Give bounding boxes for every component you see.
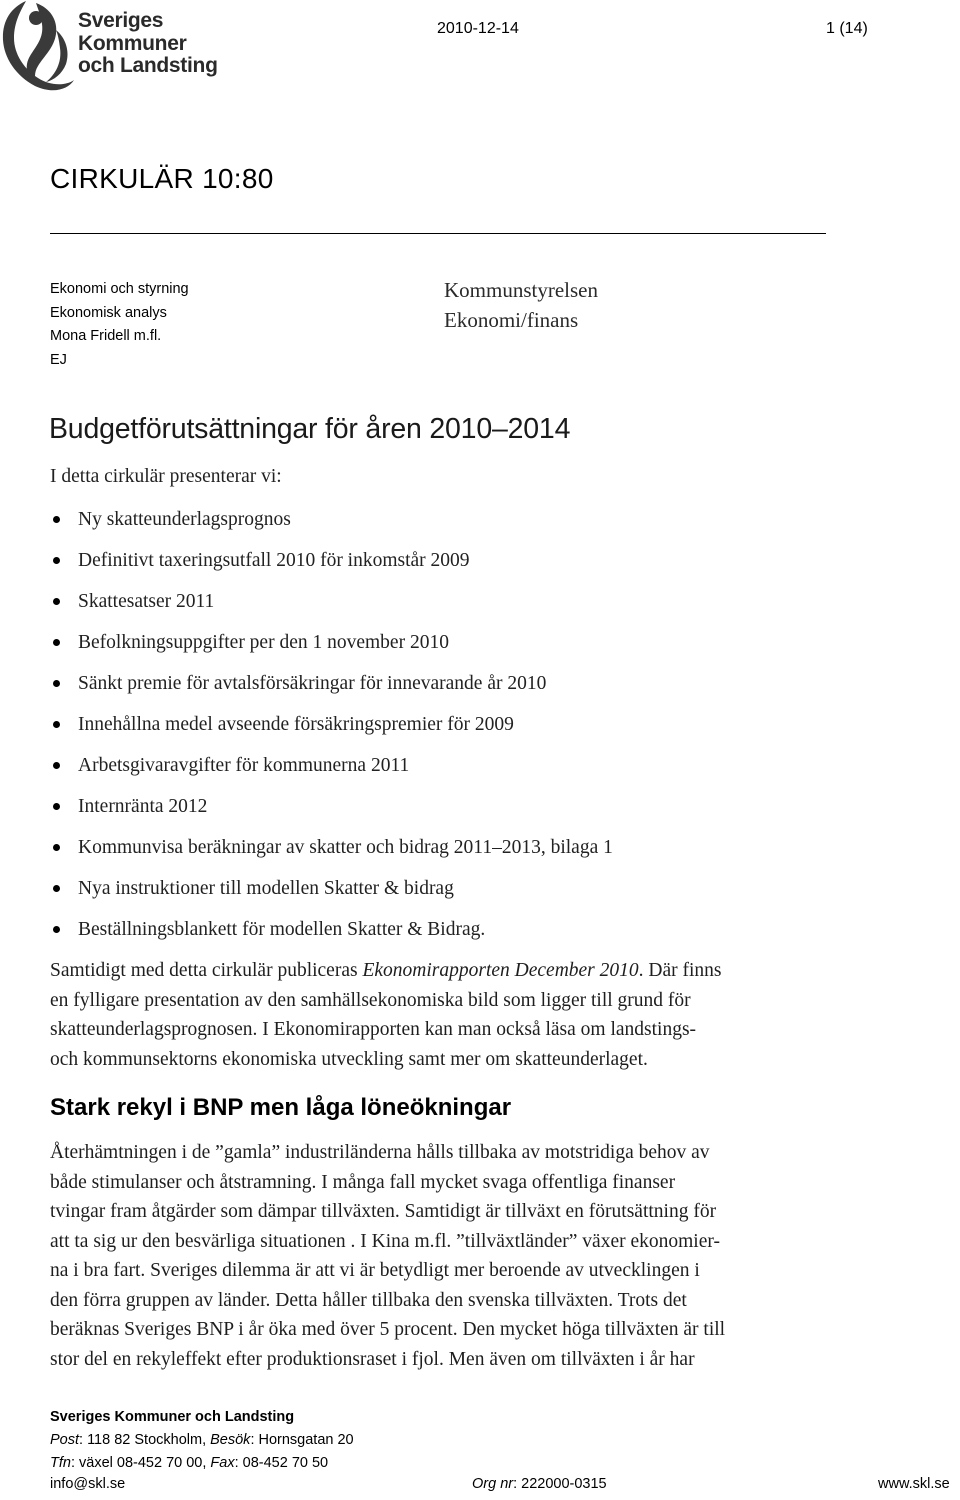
footer-address: [50, 1429, 354, 1452]
footer-value: : 118 82 Stockholm,: [79, 1432, 211, 1448]
list-item-text: Internränta 2012: [78, 796, 208, 817]
paragraph-body: [50, 1138, 870, 1374]
recipient-line: Ekonomi/finans: [444, 308, 579, 332]
list-item-text: Definitivt taxeringsutfall 2010 för inkomstår 2009: [78, 550, 470, 571]
list-item-text: Ny skatteunderlagsprognos: [78, 509, 291, 530]
list-item: [50, 704, 613, 745]
report-title-italic: Ekonomirapporten December 2010: [362, 960, 639, 981]
list-item: [50, 827, 613, 868]
bullet-icon: [53, 721, 60, 728]
paragraph-line: en fylligare presentation av den samhällsekonomiska bild som ligger till grund för: [50, 989, 691, 1011]
footer-label: Fax: [210, 1455, 235, 1471]
paragraph-line: [50, 956, 870, 986]
list-item-text: Innehållna medel avseende försäkringspremier för 2009: [78, 714, 514, 735]
bullet-icon: [53, 885, 60, 892]
footer-label: Post: [50, 1432, 80, 1448]
title-divider: [50, 233, 826, 234]
paragraph-line: stor del en rekyleffekt efter produktionsraset i fjol. Men även om tillväxten i år har: [50, 1348, 695, 1370]
footer-value: : Hornsgatan 20: [250, 1432, 354, 1448]
footer-website[interactable]: www.skl.se: [878, 1476, 950, 1492]
list-item: [50, 868, 613, 909]
paragraph-line: na i bra fart. Sveriges dilemma är att vi är betydligt mer beroende av utvecklingen i: [50, 1260, 700, 1281]
sender-line: EJ: [50, 351, 67, 368]
page-number: 1 (14): [826, 20, 868, 37]
bullet-icon: [53, 639, 60, 646]
footer-orgnr: [472, 1476, 607, 1492]
bullet-icon: [53, 557, 60, 564]
bullet-list: [50, 499, 613, 950]
list-item-text: Skattesatser 2011: [78, 591, 215, 612]
list-item-text: Beställningsblankett för modellen Skatter & Bidrag.: [78, 919, 486, 940]
paragraph-line: den förra gruppen av länder. Detta håller tillbaka den svenska tillväxten. Trots det: [50, 1289, 687, 1311]
paragraph-intro: [50, 956, 870, 1074]
list-item: [50, 745, 613, 786]
footer-label: Org nr: [472, 1476, 514, 1492]
footer-email[interactable]: info@skl.se: [50, 1476, 126, 1492]
skl-logo-icon: [0, 0, 75, 92]
list-item-text: Nya instruktioner till modellen Skatter & bidrag: [78, 878, 454, 899]
sender-block: [50, 278, 189, 372]
logo-line-2: Kommuner: [78, 31, 187, 55]
intro-text: I detta cirkulär presenterar vi:: [50, 466, 282, 487]
logo-line-1: Sveriges: [78, 9, 164, 32]
list-item: [50, 622, 613, 663]
list-item-text: Kommunvisa beräkningar av skatter och bidrag 2011–2013, bilaga 1: [78, 837, 613, 858]
footer: [50, 1406, 354, 1475]
footer-label: Besök: [210, 1432, 251, 1448]
document-date: 2010-12-14: [437, 20, 519, 37]
bullet-icon: [53, 803, 60, 810]
paragraph-line: skatteunderlagsprognosen. I Ekonomirapporten kan man också läsa om landstings-: [50, 1019, 697, 1040]
footer-label: Tfn: [50, 1455, 71, 1471]
footer-org: Sveriges Kommuner och Landsting: [50, 1409, 295, 1425]
footer-value: : 08-452 70 50: [234, 1455, 329, 1471]
sender-line: Ekonomi och styrning: [50, 281, 189, 297]
recipients-block: [444, 275, 598, 335]
paragraph-text: . Där finns: [638, 960, 722, 981]
list-item: [50, 663, 613, 704]
bullet-icon: [53, 598, 60, 605]
recipient-line: Kommunstyrelsen: [444, 278, 598, 302]
list-item: [50, 786, 613, 827]
bullet-icon: [53, 680, 60, 687]
sender-line: Mona Fridell m.fl.: [50, 328, 162, 344]
footer-phone: [50, 1452, 354, 1475]
bullet-icon: [53, 762, 60, 769]
paragraph-line: och kommunsektorns ekonomiska utveckling samt mer om skatteunderlaget.: [50, 1048, 648, 1070]
paragraph-text: Samtidigt med detta cirkulär publiceras: [50, 960, 363, 981]
footer-value: : 222000-0315: [513, 1476, 607, 1492]
bullet-icon: [53, 516, 60, 523]
section-heading: Stark rekyl i BNP men låga löneökningar: [50, 1094, 512, 1121]
circular-title: CIRKULÄR 10:80: [50, 163, 274, 194]
paragraph-line: att ta sig ur den besvärliga situationen . I Kina m.fl. ”tillväxtländer” växer ekonomier-: [50, 1230, 720, 1252]
logo-wordmark: [78, 10, 218, 78]
paragraph-line: Återhämtningen i de ”gamla” industriländerna hålls tillbaka av motstridiga behov av: [50, 1142, 710, 1163]
list-item: [50, 540, 613, 581]
bullet-icon: [53, 926, 60, 933]
list-item-text: Arbetsgivaravgifter för kommunerna 2011: [78, 755, 410, 776]
sender-line: Ekonomisk analys: [50, 304, 167, 321]
list-item: [50, 499, 613, 540]
list-item: [50, 909, 613, 950]
paragraph-line: både stimulanser och åtstramning. I många fall mycket svaga offentliga finanser: [50, 1171, 676, 1193]
main-title: Budgetförutsättningar för åren 2010–2014: [49, 413, 571, 445]
paragraph-line: beräknas Sveriges BNP i år öka med över 5 procent. Den mycket höga tillväxten är till: [50, 1319, 726, 1340]
paragraph-line: tvingar fram åtgärder som dämpar tillväxten. Samtidigt är tillväxt en förutsättning för: [50, 1201, 717, 1222]
list-item-text: Sänkt premie för avtalsförsäkringar för innevarande år 2010: [78, 673, 547, 694]
bullet-icon: [53, 844, 60, 851]
list-item-text: Befolkningsuppgifter per den 1 november 2010: [78, 632, 449, 653]
logo-line-3: och Landsting: [78, 54, 218, 77]
list-item: [50, 581, 613, 622]
footer-value: : växel 08-452 70 00,: [70, 1455, 211, 1471]
